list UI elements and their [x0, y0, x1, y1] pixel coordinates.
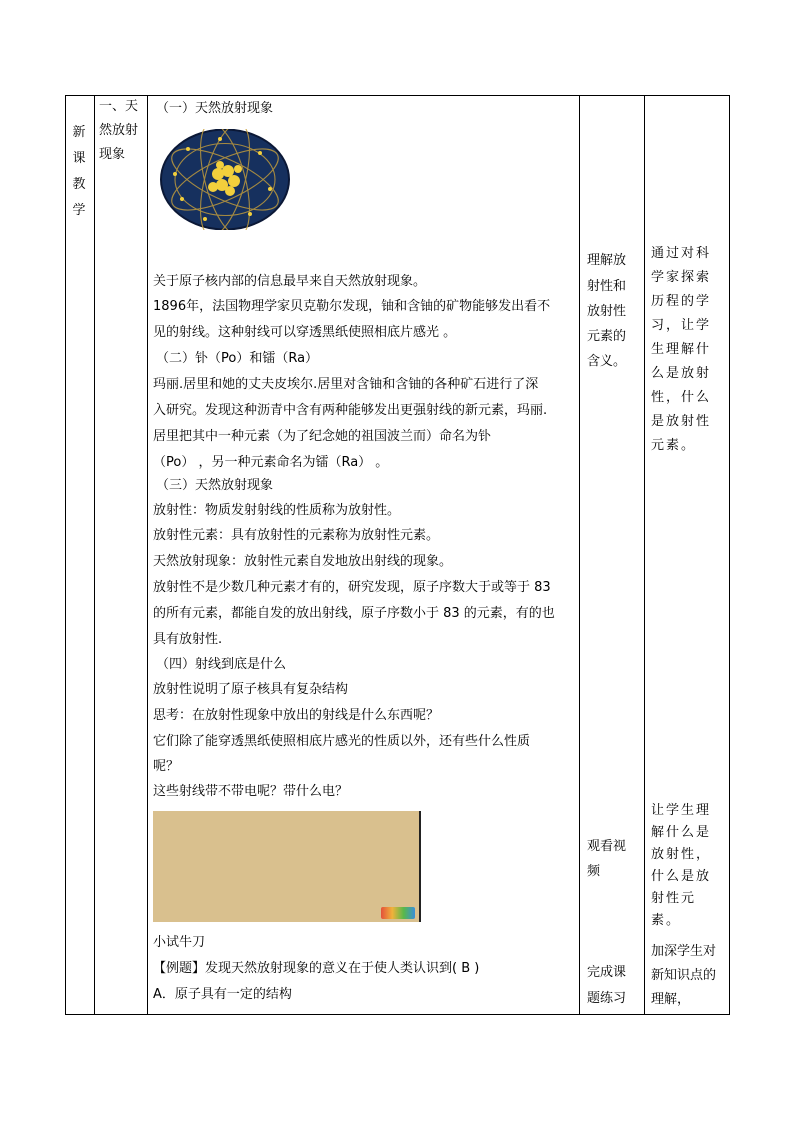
paragraph-8: 这些射线带不带电呢？带什么电？ — [153, 784, 349, 799]
col-divider-1 — [94, 95, 95, 1014]
heading-3: （三）天然放射现象 — [156, 478, 274, 493]
example-question: 【例题】发现天然放射现象的意义在于使人类认识到( B ) — [153, 961, 480, 976]
heading-1: （一）天然放射现象 — [156, 101, 274, 116]
col-divider-3 — [579, 95, 580, 1014]
paragraph-4-line-2: 的所有元素，都能自发的放出射线，原子序数小于 83 的元素，有的也 — [153, 606, 555, 621]
paragraph-3-line-3: 居里把其中一种元素（为了纪念她的祖国波兰而）命名为钋 — [153, 429, 492, 444]
heading-2: （二）钋（Po）和镭（Ra） — [156, 351, 319, 366]
intention-3: 加深学生对新知识点的理解， — [651, 944, 717, 1007]
paragraph-2-line-2: 见的射线。这种射线可以穿透黑纸使照相底片感光 。 — [153, 325, 457, 340]
activity-3-line-2: 题练习 — [587, 991, 627, 1006]
definition-radioactivity: 放射性：物质发射射线的性质称为放射性。 — [153, 503, 401, 518]
paragraph-4-line-3: 具有放射性. — [153, 632, 223, 647]
activity-1-line-5: 含义。 — [587, 354, 627, 369]
activity-1-line-1: 理解放 — [587, 253, 627, 268]
activity-1-line-4: 元素的 — [587, 329, 627, 344]
heading-4: （四）射线到底是什么 — [156, 657, 287, 672]
activity-3-line-1: 完成课 — [587, 965, 627, 980]
activity-1-line-2: 射性和 — [587, 279, 627, 294]
col-divider-2 — [147, 95, 148, 1014]
intention-1: 通过对科学家探索历程的学习，让学生理解什么是放射性，什么是放射性元素。 — [651, 246, 712, 453]
paragraph-3-line-1: 玛丽.居里和她的丈夫皮埃尔.居里对含铀和含铀的各种矿石进行了深 — [153, 377, 539, 392]
exercise-heading: 小试牛刀 — [153, 935, 206, 950]
paragraph-5: 放射性说明了原子核具有复杂结构 — [153, 682, 349, 697]
activity-1-line-3: 放射性 — [587, 304, 627, 319]
paragraph-7-line-1: 它们除了能穿透黑纸使照相底片感光的性质以外，还有些什么性质 — [153, 734, 531, 749]
video-frame[interactable] — [153, 811, 421, 922]
paragraph-3-line-2: 入研究。发现这种沥青中含有两种能够发出更强射线的新元素，玛丽. — [153, 403, 548, 418]
paragraph-3-line-4: （Po） ，另一种元素命名为镭（Ra） 。 — [153, 455, 389, 470]
paragraph-1: 关于原子核内部的信息最早来自天然放射现象。 — [153, 274, 427, 289]
atom-diagram — [160, 129, 290, 230]
section-label: 新课教学 — [72, 125, 86, 218]
paragraph-7-line-2: 呢？ — [153, 759, 180, 774]
definition-natural-radioactivity: 天然放射现象：放射性元素自发地放出射线的现象。 — [153, 554, 453, 569]
topic-title: 一、天然放射现象 — [99, 99, 139, 162]
paragraph-4-line-1: 放射性不是少数几种元素才有的，研究发现，原子序数大于或等于 83 — [153, 580, 551, 595]
definition-radioactive-element: 放射性元素：具有放射性的元素称为放射性元素。 — [153, 528, 440, 543]
paragraph-6: 思考：在放射性现象中放出的射线是什么东西呢？ — [153, 708, 440, 723]
video-logo-icon — [381, 907, 415, 919]
paragraph-2-line-1: 1896年，法国物理学家贝克勒尔发现，铀和含铀的矿物能够发出看不 — [153, 299, 551, 314]
activity-2-line-2: 频 — [587, 864, 601, 879]
activity-2-line-1: 观看视 — [587, 839, 627, 854]
intention-2: 让学生理解什么是放射性，什么是放射性元素。 — [651, 803, 712, 928]
option-a: A．原子具有一定的结构 — [153, 987, 292, 1002]
col-divider-4 — [644, 95, 645, 1014]
